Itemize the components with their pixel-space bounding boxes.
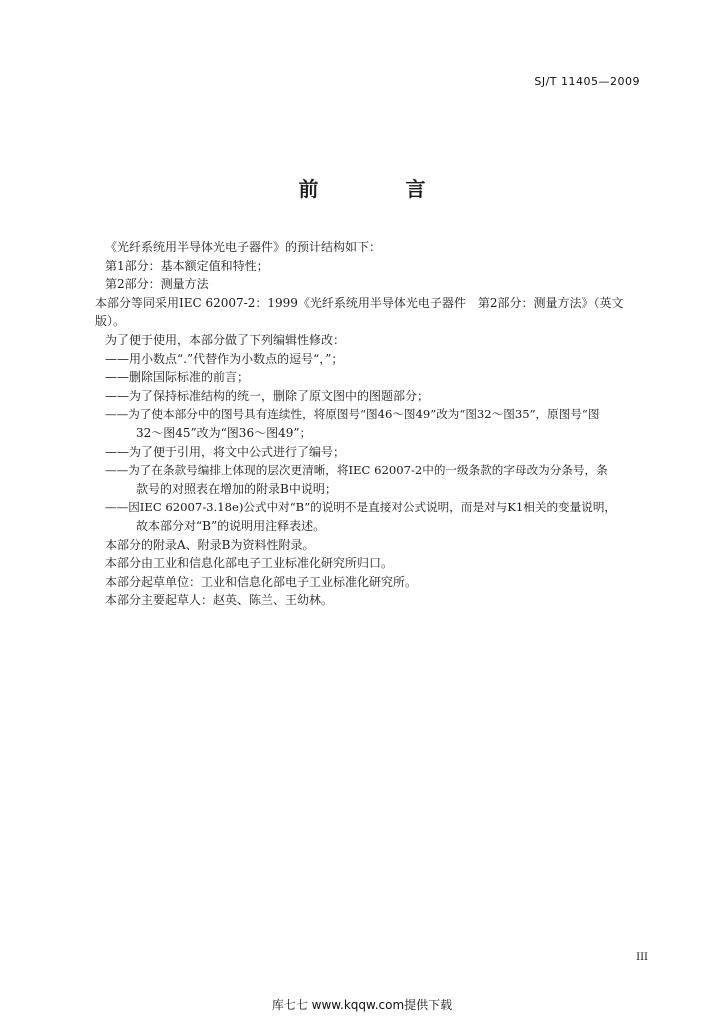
list-item: ——删除国际标准的前言； bbox=[105, 370, 250, 385]
page-number: III bbox=[636, 952, 648, 963]
list-item: ——为了在条款号编排上体现的层次更清晰，将IEC 62007-2中的一级条款的字母改为分条号，条 bbox=[105, 463, 608, 478]
footer-note: 库七七 www.kqqw.com提供下载 bbox=[271, 998, 453, 1012]
list-item-continuation: 故本部分对“B”的说明用注释表述。 bbox=[136, 518, 326, 533]
paragraph: 《光纤系统用半导体光电子器件》的预计结构如下： bbox=[105, 240, 382, 254]
paragraph: 本部分等同采用IEC 62007-2：1999《光纤系统用半导体光电子器件 第2部分：测量方法》（英文版）。 bbox=[95, 295, 624, 329]
list-item: ——为了保持标准结构的统一，删除了原文图中的图题部分； bbox=[105, 388, 430, 403]
document-body bbox=[95, 238, 653, 610]
paragraph: 本部分主要起草人：赵英、陈兰、王幼林。 bbox=[105, 593, 334, 608]
paragraph: 为了便于使用，本部分做了下列编辑性修改： bbox=[105, 332, 346, 347]
page-title: 前 言 bbox=[298, 177, 466, 201]
paragraph: 第1部分：基本额定值和特性； bbox=[105, 258, 269, 273]
paragraph: 本部分由工业和信息化部电子工业标准化研究所归口。 bbox=[105, 556, 394, 571]
list-item: ——因IEC 62007-3.18e)公式中对“B”的说明不是直接对公式说明，而是对与K1相关的变量说明， bbox=[105, 500, 617, 515]
standard-code: SJ/T 11405—2009 bbox=[534, 75, 640, 88]
list-item: ——为了便于引用，将文中公式进行了编号； bbox=[105, 444, 346, 459]
paragraph: 本部分的附录A、附录B为资料性附录。 bbox=[105, 537, 315, 552]
list-item-continuation: 款号的对照表在增加的附录B中说明； bbox=[136, 481, 337, 496]
list-item-continuation: 32～图45”改为“图36～图49”； bbox=[136, 425, 312, 440]
paragraph: 第2部分：测量方法 bbox=[105, 277, 209, 292]
list-item: ——为了使本部分中的图号具有连续性，将原图号“图46～图49”改为“图32～图35”，原图号“图 bbox=[105, 407, 600, 422]
paragraph: 本部分起草单位：工业和信息化部电子工业标准化研究所。 bbox=[105, 574, 418, 589]
list-item: ——用小数点“.”代替作为小数点的逗号“，”； bbox=[105, 351, 344, 366]
